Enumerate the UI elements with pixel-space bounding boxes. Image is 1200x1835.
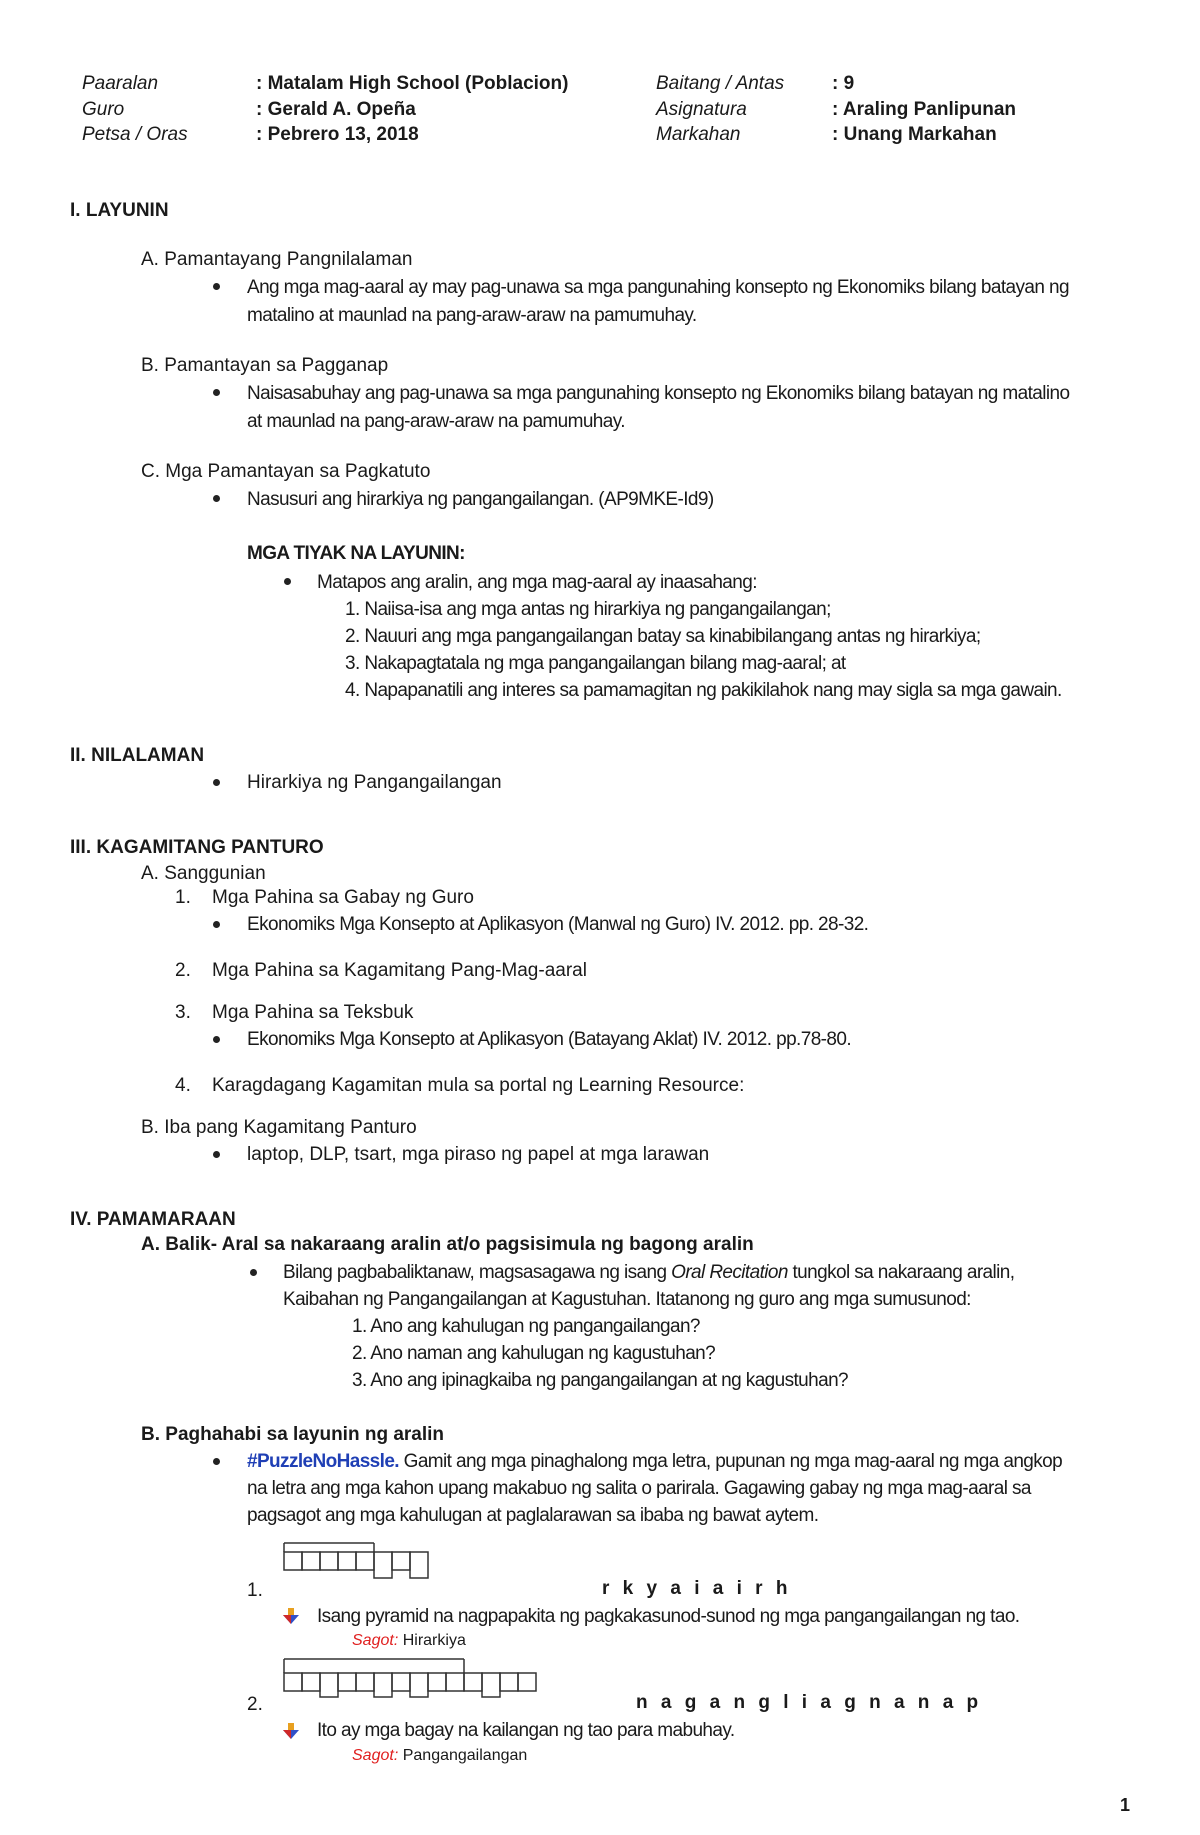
sagot-label: Sagot: [352, 1632, 399, 1649]
paghahabi-line-2: na letra ang mga kahon upang makabuo ng salita o parirala. Gagawing gabay ng mga mag-aaral sa [247, 1478, 1031, 1499]
quarter-label: Markahan [656, 124, 741, 145]
sanggunian-number: 2. [175, 960, 191, 981]
puzzle-hashtag: #PuzzleNoHassle. [247, 1451, 399, 1472]
sanggunian-item-2: Mga Pahina sa Kagamitang Pang-Mag-aaral [212, 960, 587, 981]
paghahabi-line-1-text: Gamit ang mga pinaghalong mga letra, pupunan ng mga mag-aaral ng mga angkop [403, 1451, 1063, 1472]
quarter-value: : Unang Markahan [832, 124, 997, 145]
tiyak-intro: Matapos ang aralin, ang mga mag-aaral ay inaasahang: [317, 572, 757, 593]
nilalaman-item: Hirarkiya ng Pangangailangan [247, 772, 502, 793]
page-number: 1 [1120, 1795, 1131, 1815]
section-layunin-title: I. LAYUNIN [70, 200, 169, 221]
balik-aral-line-2: Kaibahan ng Pangangailangan at Kagustuhan. Itatanong ng guro ang mga sumusunod: [283, 1289, 971, 1310]
sanggunian-item-3-source: Ekonomiks Mga Konsepto at Aplikasyon (Batayang Aklat) IV. 2012. pp.78-80. [247, 1029, 852, 1050]
sanggunian-title: A. Sanggunian [141, 863, 266, 884]
grade-label: Baitang / Antas [656, 73, 785, 94]
teacher-value: : Gerald A. Opeña [256, 99, 416, 120]
teacher-label: Guro [82, 99, 125, 120]
balik-aral-line-1-post: tungkol sa nakaraang aralin, [792, 1262, 1015, 1283]
bullet-dot [213, 389, 220, 396]
tiyak-item: 1. Naiisa-isa ang mga antas ng hirarkiya ng pangangailangan; [345, 599, 831, 620]
sagot-value: Hirarkiya [402, 1632, 466, 1649]
puzzle-2-letters: n a g a n g l i a g n a n a p [636, 1692, 983, 1713]
pangnilalaman-line-2: matalino at maunlad na pang-araw-araw na pamumuhay. [247, 305, 697, 326]
tiyak-item: 2. Nauuri ang mga pangangailangan batay sa kinabibilangang antas ng hirarkiya; [345, 626, 981, 647]
sanggunian-item-3: Mga Pahina sa Teksbuk [212, 1002, 414, 1023]
bullet-dot [213, 779, 220, 786]
sanggunian-number: 3. [175, 1002, 191, 1023]
arrow-down-icon [282, 1722, 300, 1740]
bullet-dot [213, 1036, 220, 1043]
sanggunian-item-1-source: Ekonomiks Mga Konsepto at Aplikasyon (Manwal ng Guro) IV. 2012. pp. 28-32. [247, 914, 869, 935]
paghahabi-title: B. Paghahabi sa layunin ng aralin [141, 1424, 445, 1445]
tiyak-na-layunin-title: MGA TIYAK NA LAYUNIN: [247, 543, 465, 564]
puzzle-2-number: 2. [247, 1694, 263, 1715]
bullet-dot [213, 495, 220, 502]
pagkatuto-line-1: Nasusuri ang hirarkiya ng pangangailangan. (AP9MKE-Id9) [247, 489, 714, 510]
tiyak-item: 3. Nakapagtatala ng mga pangangailangan bilang mag-aaral; at [345, 653, 846, 674]
bullet-dot [284, 578, 291, 585]
sanggunian-number: 4. [175, 1075, 191, 1096]
sagot-label: Sagot: [352, 1747, 399, 1764]
paghahabi-line-3: pagsagot ang mga kahulugan at paglalarawan sa ibaba ng bawat aytem. [247, 1505, 819, 1526]
subject-label: Asignatura [656, 99, 747, 120]
puzzle-1-boxes [282, 1540, 442, 1586]
bullet-dot [213, 1151, 220, 1158]
puzzle-1-number: 1. [247, 1580, 263, 1601]
balik-aral-line-1-pre: Bilang pagbabaliktanaw, magsasagawa ng isang [283, 1262, 667, 1283]
pagganap-line-1: Naisasabuhay ang pag-unawa sa mga pangunahing konsepto ng Ekonomiks bilang batayan ng matalino [247, 383, 1070, 404]
date-label: Petsa / Oras [82, 124, 188, 145]
bullet-dot [250, 1269, 257, 1276]
sagot-value: Pangangailangan [402, 1747, 528, 1764]
review-question: 3. Ano ang ipinagkaiba ng pangangailangan at ng kagustuhan? [352, 1370, 849, 1391]
section-nilalaman-title: II. NILALAMAN [70, 745, 205, 766]
oral-recitation-text: Oral Recitation [671, 1262, 788, 1283]
sanggunian-number: 1. [175, 887, 191, 908]
pamantayan-pagkatuto-title: C. Mga Pamantayan sa Pagkatuto [141, 461, 431, 482]
balik-aral-title: A. Balik- Aral sa nakaraang aralin at/o pagsisimula ng bagong aralin [141, 1234, 754, 1255]
date-value: : Pebrero 13, 2018 [256, 124, 419, 145]
balik-aral-line-1 [283, 1263, 1014, 1282]
puzzle-2-description: Ito ay mga bagay na kailangan ng tao para mabuhay. [317, 1720, 735, 1741]
paghahabi-line-1 [247, 1452, 1062, 1471]
pamantayan-pagganap-title: B. Pamantayan sa Pagganap [141, 355, 389, 376]
section-pamamaraan-title: IV. PAMAMARAAN [70, 1209, 236, 1230]
puzzle-1-answer [352, 1633, 466, 1649]
iba-pang-kagamitan-item: laptop, DLP, tsart, mga piraso ng papel at mga larawan [247, 1144, 710, 1165]
bullet-dot [213, 1458, 220, 1465]
sanggunian-item-1: Mga Pahina sa Gabay ng Guro [212, 887, 474, 908]
bullet-dot [213, 921, 220, 928]
puzzle-2-boxes [282, 1656, 548, 1712]
grade-value: : 9 [832, 73, 855, 94]
puzzle-1-description: Isang pyramid na nagpapakita ng pagkakasunod-sunod ng mga pangangailangan ng tao. [317, 1606, 1020, 1627]
subject-value: : Araling Panlipunan [832, 99, 1017, 120]
iba-pang-kagamitan-title: B. Iba pang Kagamitang Panturo [141, 1117, 417, 1138]
pangnilalaman-line-1: Ang mga mag-aaral ay may pag-unawa sa mga pangunahing konsepto ng Ekonomiks bilang batayan ng [247, 277, 1069, 298]
bullet-dot [213, 283, 220, 290]
school-label: Paaralan [82, 73, 159, 94]
arrow-down-icon [282, 1607, 300, 1625]
review-question: 2. Ano naman ang kahulugan ng kagustuhan? [352, 1343, 716, 1364]
review-question: 1. Ano ang kahulugan ng pangangailangan? [352, 1316, 700, 1337]
school-value: : Matalam High School (Poblacion) [256, 73, 569, 94]
pamantayang-pangnilalaman-title: A. Pamantayang Pangnilalaman [141, 249, 413, 270]
sanggunian-item-4: Karagdagang Kagamitan mula sa portal ng Learning Resource: [212, 1075, 745, 1096]
puzzle-2-answer [352, 1748, 527, 1764]
pagganap-line-2: at maunlad na pang-araw-araw na pamumuhay. [247, 411, 625, 432]
section-kagamitan-title: III. KAGAMITANG PANTURO [70, 837, 324, 858]
puzzle-1-letters: r k y a i a i r h [602, 1578, 792, 1599]
tiyak-item: 4. Napapanatili ang interes sa pamamagitan ng pakikilahok nang may sigla sa mga gawain. [345, 680, 1062, 701]
